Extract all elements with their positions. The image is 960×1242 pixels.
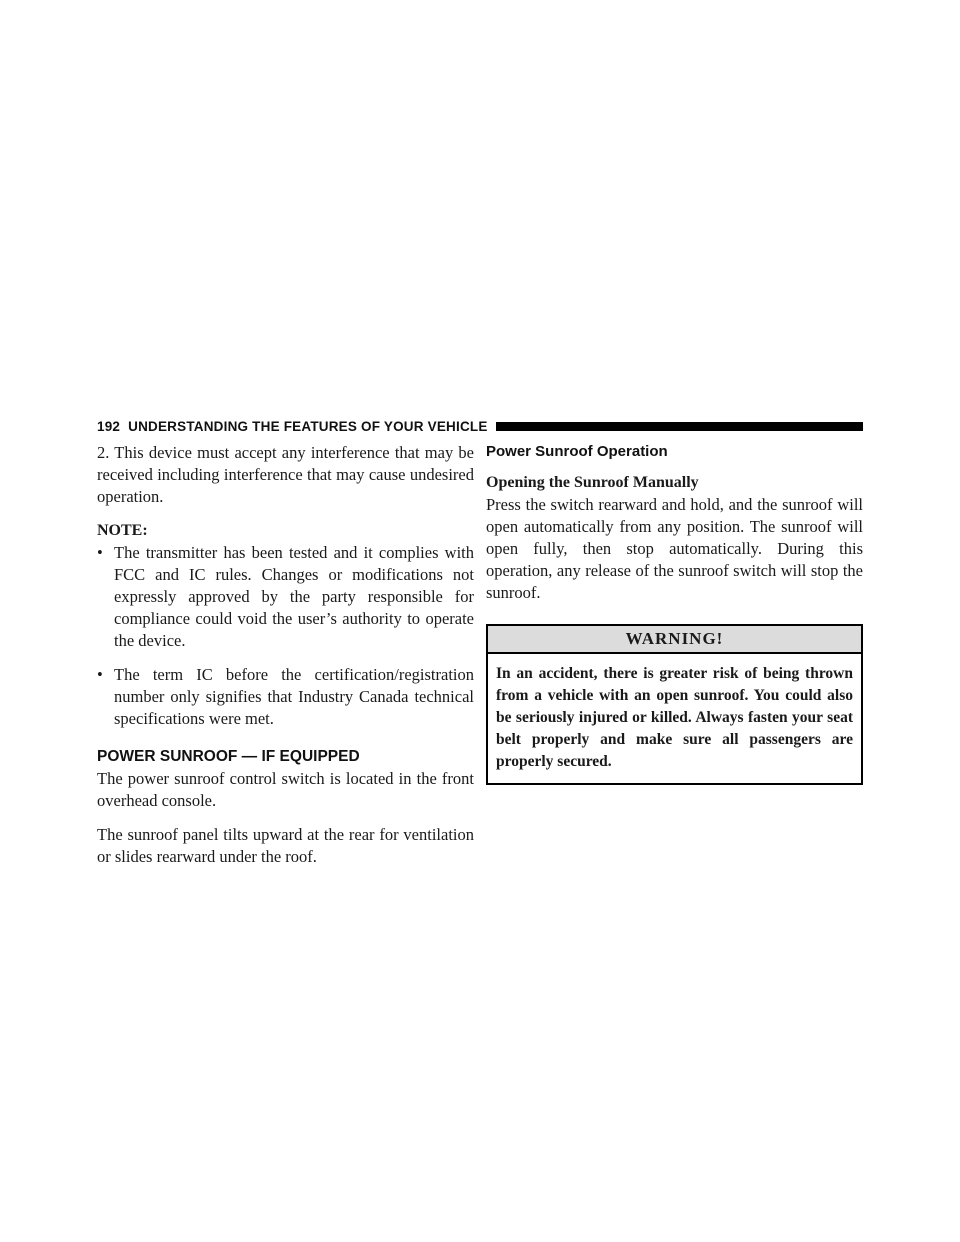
right-column [486, 442, 863, 785]
warning-title: WARNING! [488, 626, 861, 654]
bullet-icon: • [97, 665, 103, 684]
list-item [97, 542, 474, 652]
list-item [97, 664, 474, 730]
left-column [97, 442, 474, 868]
list-item-text: The term IC before the certification/registration number only signifies that Industry Canada technical specifications were met. [114, 665, 474, 728]
list-item-text: The transmitter has been tested and it complies with FCC and IC rules. Changes or modifications not expressly approved by the party responsible for compliance could void the user’s authority to operate the device. [114, 543, 474, 650]
note-label: NOTE: [97, 522, 148, 539]
page-number: 192 [97, 418, 121, 434]
body-paragraph: Press the switch rearward and hold, and the sunroof will open automatically from any position. The sunroof will open fully, then stop automatically. During this operation, any release of the sunroof switch will stop the sunroof. [486, 495, 863, 602]
running-header-title: UNDERSTANDING THE FEATURES OF YOUR VEHICLE [128, 418, 488, 434]
bullet-icon: • [97, 543, 103, 562]
header-rule [496, 422, 863, 431]
warning-box [486, 624, 863, 785]
intro-paragraph: 2. This device must accept any interference that may be received including interference that may cause undesired operation. [97, 443, 474, 506]
body-paragraph: The sunroof panel tilts upward at the rear for ventilation or slides rearward under the roof. [97, 825, 474, 866]
subsection-heading: Power Sunroof Operation [486, 443, 668, 460]
page-header [97, 416, 863, 436]
subsubsection-heading: Opening the Sunroof Manually [486, 474, 699, 491]
body-paragraph: The power sunroof control switch is located in the front overhead console. [97, 769, 474, 810]
warning-body: In an accident, there is greater risk of being thrown from a vehicle with an open sunroof. You could also be seriously injured or killed. Always fasten your seat belt properly and make sure all passengers are properly secured. [496, 665, 853, 770]
section-heading: POWER SUNROOF — IF EQUIPPED [97, 748, 360, 765]
